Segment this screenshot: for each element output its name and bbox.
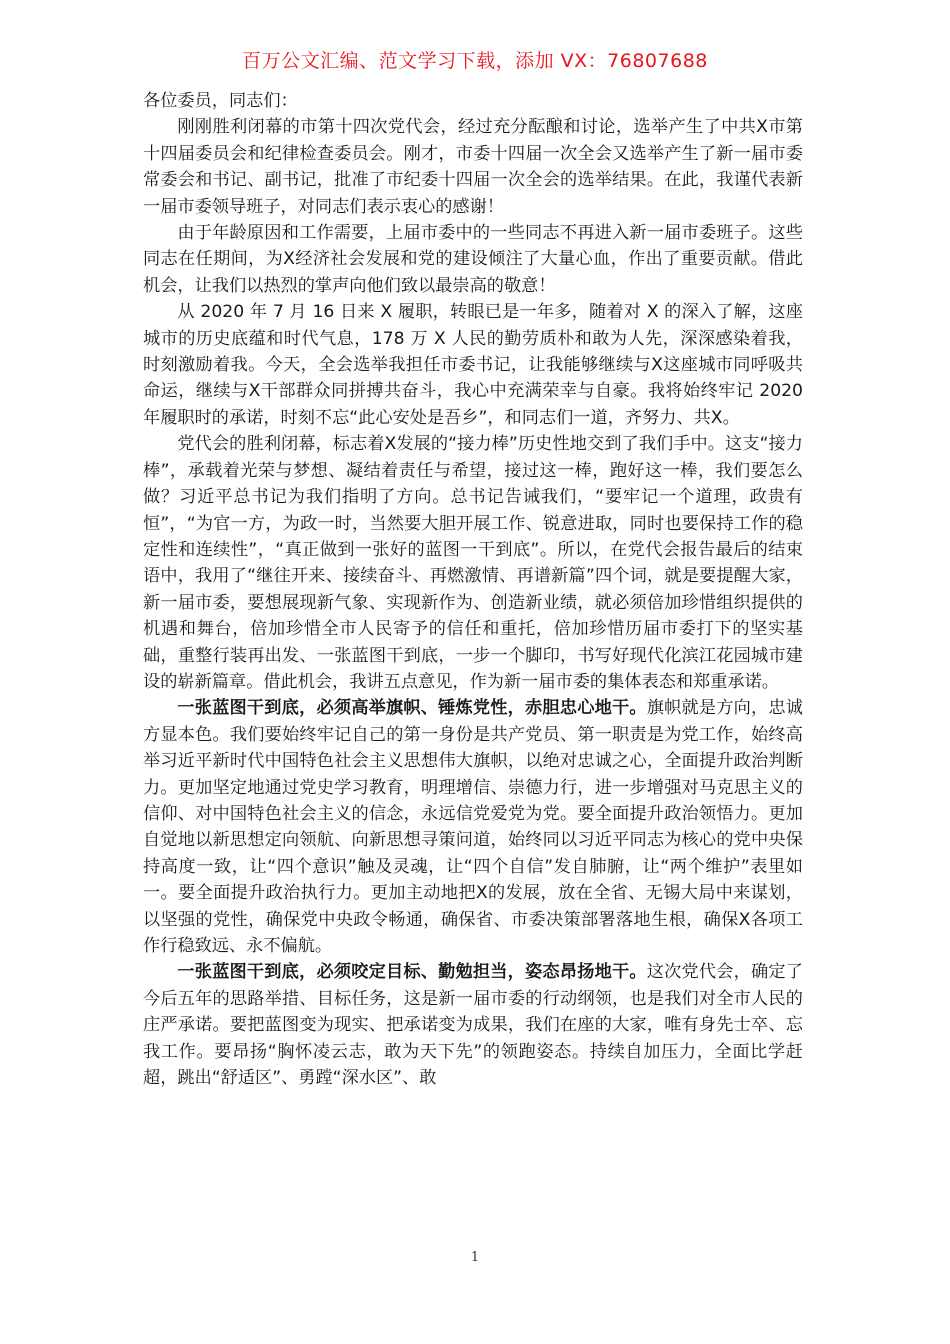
paragraph-6 [143, 959, 803, 1091]
paragraph-text: 刚刚胜利闭幕的市第十四次党代会，经过充分酝酿和讨论，选举产生了中共X市第十四届委员会和纪律检查委员会。刚才，市委十四届一次全会又选举产生了新一届市委常委会和书记、副书记，批准了市纪委十四届一次全会的选举结果。在此，我谨代表新一届市委领导班子，对同志们表示衷心的感谢！ [143, 117, 803, 217]
paragraph-3 [143, 299, 803, 431]
paragraph-2 [143, 220, 803, 299]
paragraph-text: 这次党代会，确定了今后五年的思路举措、目标任务，这是新一届市委的行动纲领，也是我们对全市人民的庄严承诺。要把蓝图变为现实、把承诺变为成果，我们在座的大家，唯有身先士卒、忘我工作。要昂扬“胸怀凌云志，敢为天下先”的领跑姿态。持续自加压力，全面比学赶超，跳出“舒适区”、勇蹚“深水区”、敢 [143, 962, 803, 1089]
paragraph-1 [143, 114, 803, 220]
paragraph-4 [143, 431, 803, 695]
paragraph-text: 党代会的胜利闭幕，标志着X发展的“接力棒”历史性地交到了我们手中。这支“接力棒”，承载着光荣与梦想、凝结着责任与希望，接过这一棒，跑好这一棒，我们要怎么做？习近平总书记为我们指明了方向。总书记告诫我们，“要牢记一个道理，政贵有恒”，“为官一方，为政一时，当然要大胆开展工作、锐意进取，同时也要保持工作的稳定性和连续性”，“真正做到一张好的蓝图一干到底”。所以，在党代会报告最后的结束语中，我用了“继往开来、接续奋斗、再燃激情、再谱新篇”四个词，就是要提醒大家，新一届市委，要想展现新气象、实现新作为、创造新业绩，就必须倍加珍惜组织提供的机遇和舞台，倍加珍惜全市人民寄予的信任和重托，倍加珍惜历届市委打下的坚实基础，重整行装再出发、一张蓝图干到底，一步一个脚印，书写好现代化滨江花园城市建设的崭新篇章。借此机会，我讲五点意见，作为新一届市委的集体表态和郑重承诺。 [143, 434, 803, 692]
paragraph-text: 由于年龄原因和工作需要，上届市委中的一些同志不再进入新一届市委班子。这些同志在任期间，为X经济社会发展和党的建设倾注了大量心血，作出了重要贡献。借此机会，让我们以热烈的掌声向他们致以最崇高的敬意！ [143, 223, 803, 296]
paragraph-lead: 一张蓝图干到底，必须高举旗帜、锤炼党性，赤胆忠心地干。 [177, 698, 647, 719]
paragraph-text: 从 2020 年 7 月 16 日来 X 履职，转眼已是一年多，随着对 X 的深入了解，这座城市的历史底蕴和时代气息，178 万 X 人民的勤劳质朴和敢为人先，深深感染着我，时刻激励着我。今天，全会选举我担任市委书记，让我能够继续与X这座城市同呼吸共命运，继续与X干部群众同拼搏共奋斗，我心中充满荣幸与自豪。我将始终牢记 2020 年履职时的承诺，时刻不忘“此心安处是吾乡”，和同志们一道，齐努力、共X。 [143, 302, 803, 428]
paragraph-lead: 一张蓝图干到底，必须咬定目标、勤勉担当，姿态昂扬地干。 [177, 962, 647, 983]
document-body [143, 88, 803, 1091]
page-number: 1 [470, 1250, 480, 1265]
salutation: 各位委员，同志们： [143, 91, 298, 111]
paragraph-text: 旗帜就是方向，忠诚方显本色。我们要始终牢记自己的第一身份是共产党员、第一职责是为党工作，始终高举习近平新时代中国特色社会主义思想伟大旗帜，以绝对忠诚之心，全面提升政治判断力。更加坚定地通过党史学习教育，明理增信、崇德力行，进一步增强对马克思主义的信仰、对中国特色社会主义的信念，永远信党爱党为党。要全面提升政治领悟力。更加自觉地以新思想定向领航、向新思想寻策问道，始终同以习近平同志为核心的党中央保持高度一致，让“四个意识”触及灵魂，让“四个自信”发自肺腑，让“两个维护”表里如一。要全面提升政治执行力。更加主动地把X的发展，放在全省、无锡大局中来谋划，以坚强的党性，确保党中央政令畅通，确保省、市委决策部署落地生根，确保X各项工作行稳致远、永不偏航。 [143, 698, 803, 956]
page-header: 百万公文汇编、范文学习下载，添加 VX：76807688 [242, 50, 708, 72]
paragraph-5 [143, 695, 803, 959]
